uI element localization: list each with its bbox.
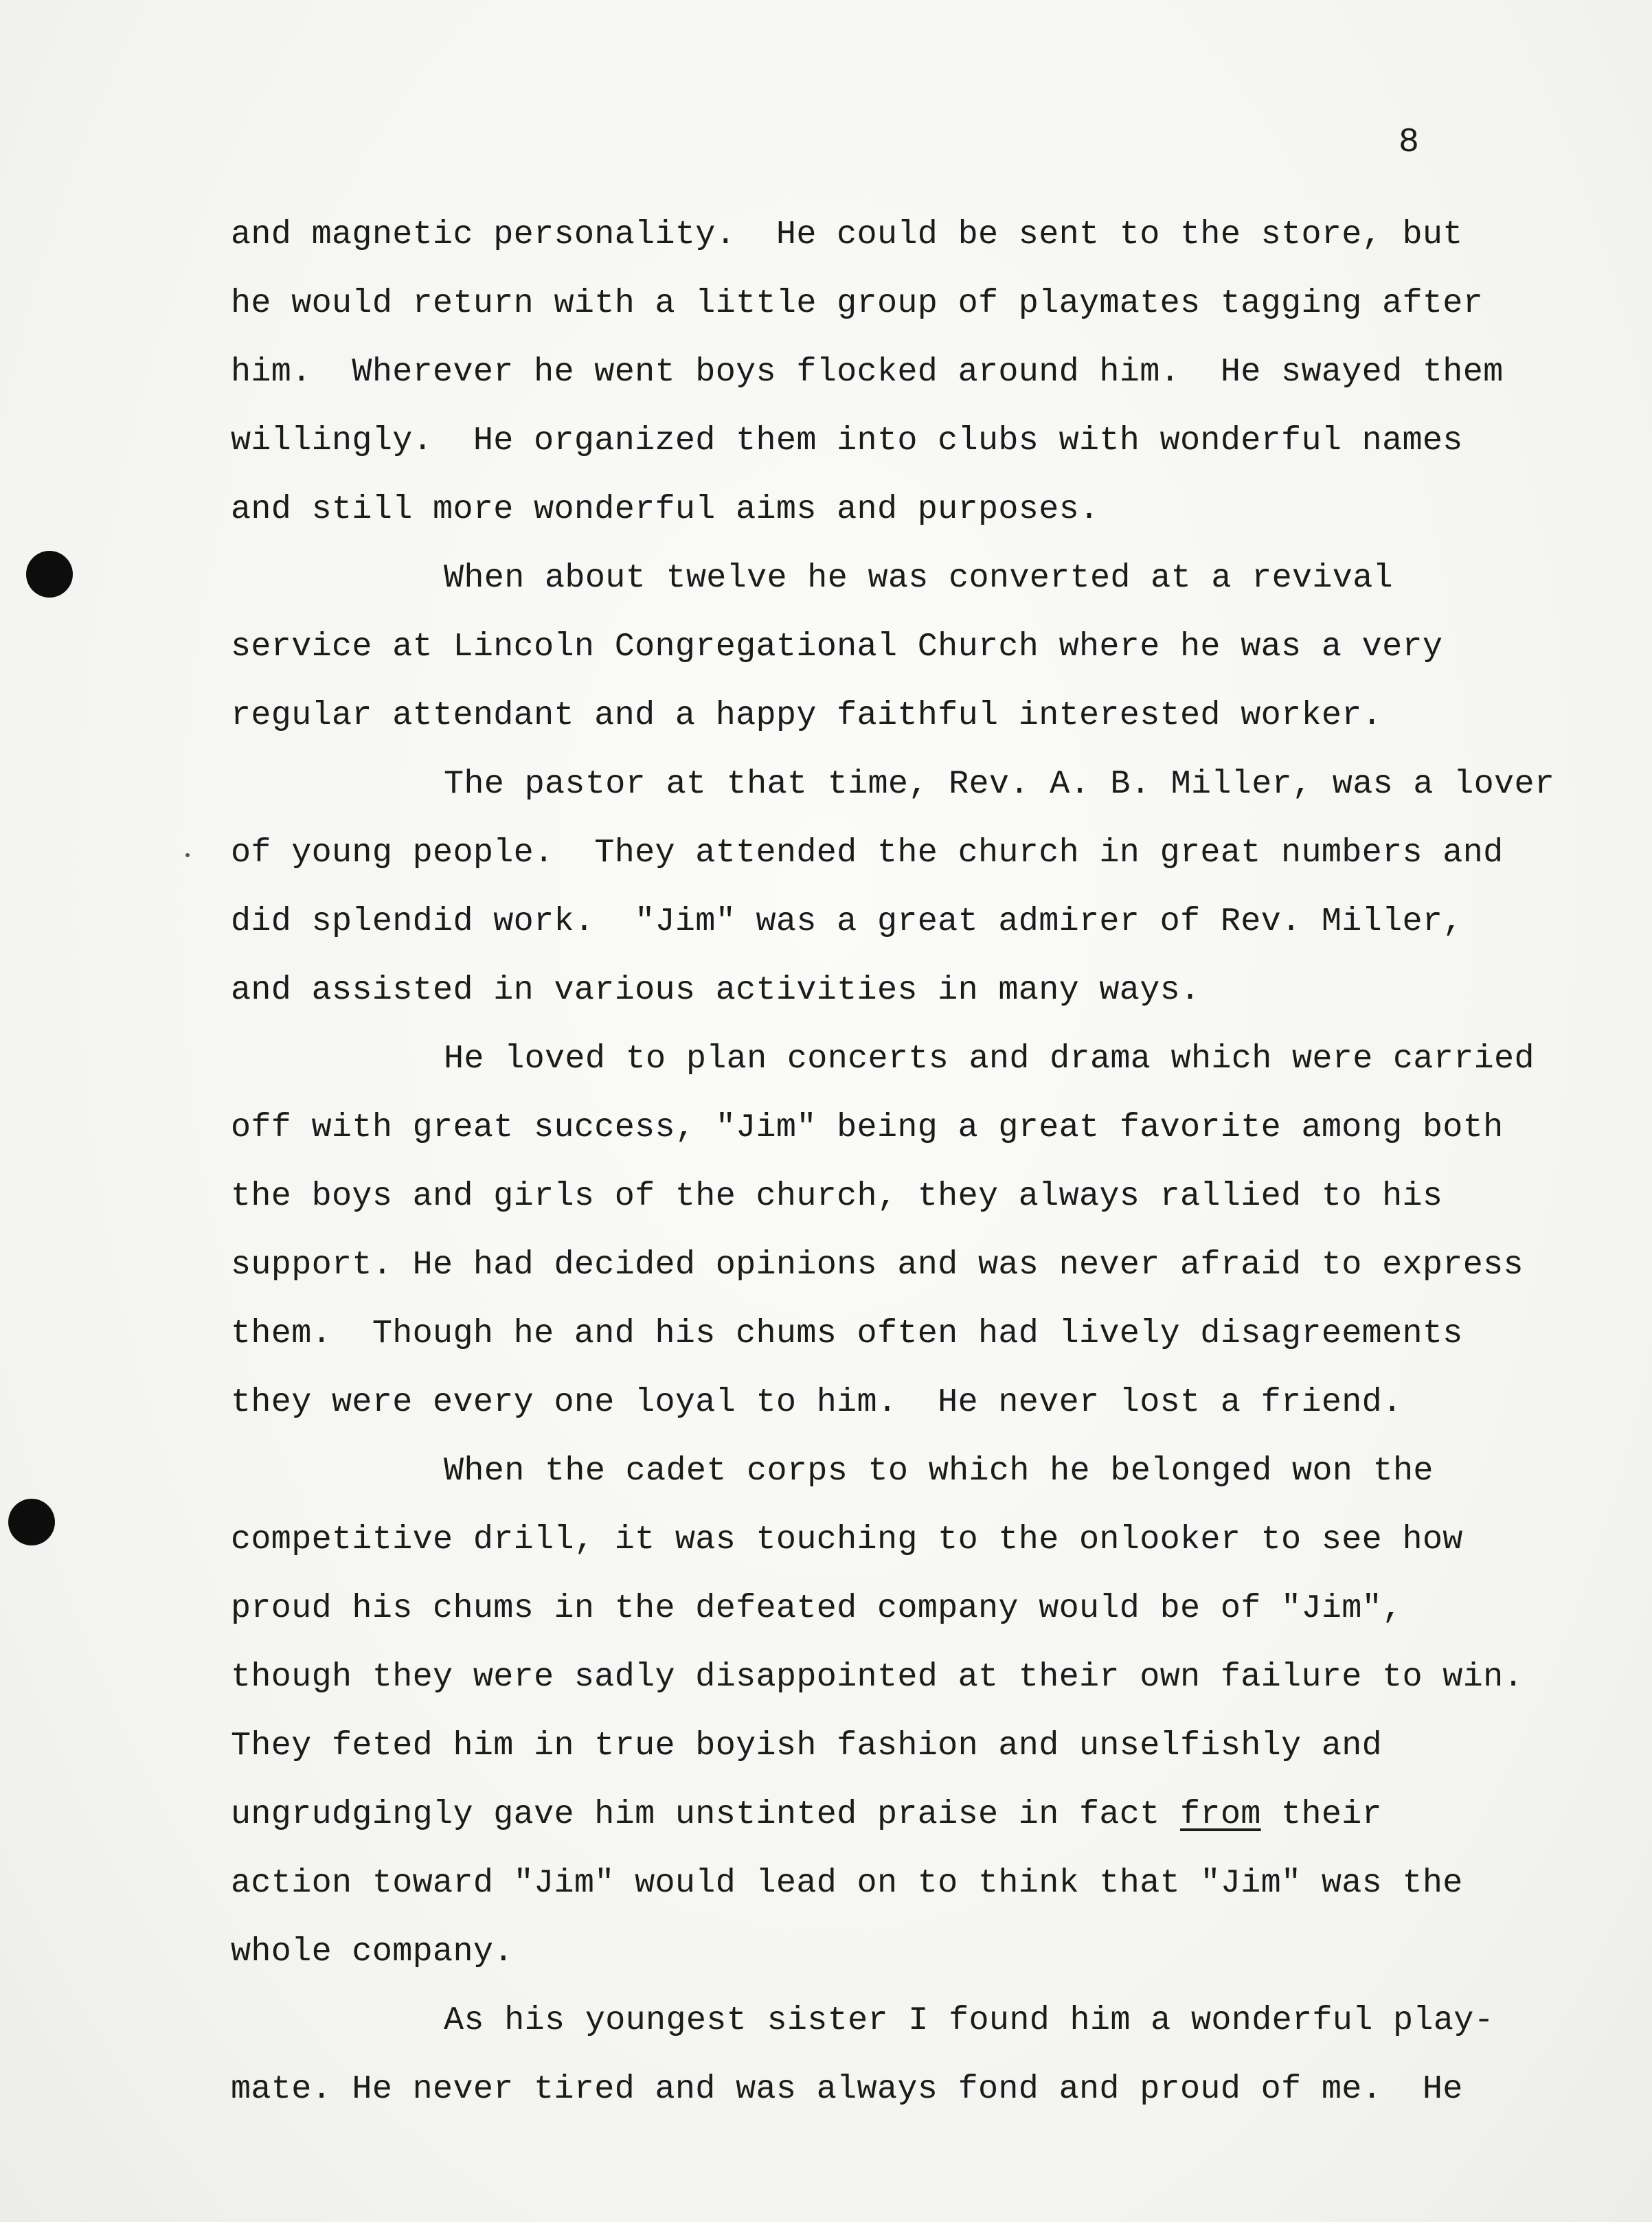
paragraph-first-line: When the cadet corps to which he belonged won the xyxy=(444,1452,1434,1490)
text-line: willingly. He organized them into clubs with wonderful names xyxy=(231,422,1463,460)
text-line: off with great success, "Jim" being a great favorite among both xyxy=(231,1109,1504,1146)
punch-hole-top xyxy=(26,551,73,598)
page-number: 8 xyxy=(1399,123,1420,162)
paragraph-first-line: As his youngest sister I found him a wonderful play- xyxy=(444,2002,1495,2039)
text-line: mate. He never tired and was always fond and proud of me. He xyxy=(231,2070,1463,2108)
text-line: did splendid work. "Jim" was a great admirer of Rev. Miller, xyxy=(231,903,1463,940)
text-line: though they were sadly disappointed at their own failure to win. xyxy=(231,1658,1524,1696)
text-line: they were every one loyal to him. He never lost a friend. xyxy=(231,1383,1403,1421)
stray-ink-mark xyxy=(185,853,190,857)
underlined-word: from xyxy=(1180,1795,1261,1833)
text-line: he would return with a little group of playmates tagging after xyxy=(231,284,1484,322)
text-line: him. Wherever he went boys flocked around him. He swayed them xyxy=(231,353,1504,391)
text-line: and still more wonderful aims and purposes. xyxy=(231,490,1100,528)
punch-hole-bottom xyxy=(8,1499,55,1545)
text-line: support. He had decided opinions and was never afraid to express xyxy=(231,1246,1524,1284)
text-line: and assisted in various activities in many ways. xyxy=(231,971,1201,1009)
paragraph-first-line: He loved to plan concerts and drama which were carried xyxy=(444,1040,1535,1078)
text-line: service at Lincoln Congregational Church where he was a very xyxy=(231,628,1443,666)
text-line: the boys and girls of the church, they always rallied to his xyxy=(231,1177,1443,1215)
text-line: whole company. xyxy=(231,1933,514,1971)
text-line: them. Though he and his chums often had lively disagreements xyxy=(231,1315,1463,1352)
text-line: competitive drill, it was touching to the onlooker to see how xyxy=(231,1521,1463,1558)
text-segment: their xyxy=(1260,1795,1383,1833)
text-line: They feted him in true boyish fashion and unselfishly and xyxy=(231,1727,1383,1765)
text-line: action toward "Jim" would lead on to think that "Jim" was the xyxy=(231,1864,1463,1902)
text-line: proud his chums in the defeated company would be of "Jim", xyxy=(231,1589,1403,1627)
text-line: of young people. They attended the church in great numbers and xyxy=(231,834,1504,872)
paragraph-first-line: When about twelve he was converted at a revival xyxy=(444,559,1394,597)
body-text xyxy=(231,201,1591,2124)
text-line-with-underline xyxy=(231,1780,1591,1849)
text-segment: ungrudgingly gave him unstinted praise in fact xyxy=(231,1795,1181,1833)
paragraph-first-line: The pastor at that time, Rev. A. B. Miller, was a lover xyxy=(444,765,1555,803)
text-line: and magnetic personality. He could be sent to the store, but xyxy=(231,216,1463,253)
text-line: regular attendant and a happy faithful interested worker. xyxy=(231,696,1383,734)
